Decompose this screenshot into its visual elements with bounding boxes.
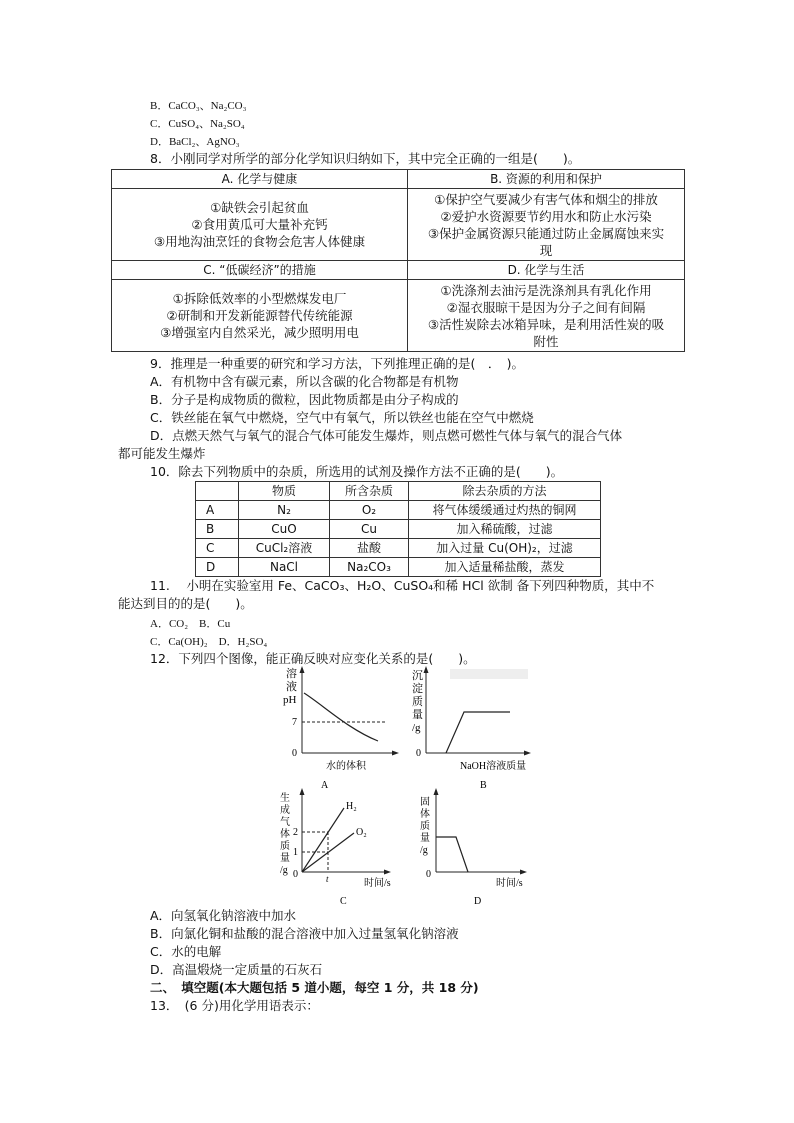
svg-text:/g: /g bbox=[420, 845, 428, 856]
q10-header-impurity: 所含杂质 bbox=[330, 482, 409, 501]
q11-stem-line2: 能达到目的的是( )。 bbox=[118, 596, 253, 611]
svg-text:质: 质 bbox=[280, 841, 290, 852]
q9-option-a: A．有机物中含有碳元素，所以含碳的化合物都是有机物 bbox=[150, 374, 459, 389]
svg-text:t: t bbox=[326, 874, 329, 884]
q7-option-b: B．CaCO₃、Na₂CO₃ bbox=[150, 100, 247, 112]
svg-text:固: 固 bbox=[420, 797, 430, 808]
h2-line bbox=[302, 808, 344, 872]
q8-cell-d: ①洗涤剂去油污是洗涤剂具有乳化作用 ②湿衣服晾干是因为分子之间有间隔 ③活性炭除去冰箱异味，是利用活性炭的吸 附性 bbox=[408, 280, 685, 352]
precipitate-line bbox=[446, 712, 510, 753]
svg-text:液: 液 bbox=[286, 681, 297, 693]
q9-stem: 9．推理是一种重要的研究和学习方法，下列推理正确的是( ． )。 bbox=[150, 356, 524, 371]
q8-header-d: D. 化学与生活 bbox=[408, 261, 685, 280]
q8-cell-c: ①拆除低效率的小型燃煤发电厂 ②研制和开发新能源替代传统能源 ③增强室内自然采光，减少照明用电 bbox=[112, 280, 408, 352]
svg-text:时间/s: 时间/s bbox=[496, 878, 523, 889]
svg-text:体: 体 bbox=[420, 809, 430, 820]
table-row: D NaCl Na₂CO₃ 加入适量稀盐酸，蒸发 bbox=[196, 558, 601, 577]
svg-text:7: 7 bbox=[292, 717, 297, 728]
q8-header-a: A. 化学与健康 bbox=[112, 170, 408, 189]
svg-text:0: 0 bbox=[426, 869, 431, 880]
table-row: B CuO Cu 加入稀硫酸，过滤 bbox=[196, 520, 601, 539]
q12-stem: 12．下列四个图像，能正确反映对应变化关系的是( )。 bbox=[150, 651, 476, 666]
svg-text:质: 质 bbox=[420, 821, 430, 832]
q9-option-b: B．分子是构成物质的微粒，因此物质都是由分子构成的 bbox=[150, 392, 459, 407]
svg-text:量: 量 bbox=[420, 833, 430, 844]
svg-text:B: B bbox=[480, 780, 487, 791]
q10-header-blank bbox=[196, 482, 239, 501]
graph-b bbox=[412, 666, 531, 791]
q8-stem: 8．小刚同学对所学的部分化学知识归纳如下，其中完全正确的一组是( )。 bbox=[150, 151, 581, 166]
ph-curve bbox=[304, 693, 378, 741]
svg-text:气: 气 bbox=[280, 817, 290, 828]
q7-option-c: C．CuSO₄、Na₂SO₄ bbox=[150, 118, 245, 130]
svg-text:1: 1 bbox=[293, 847, 298, 858]
q12-option-a: A．向氢氧化钠溶液中加水 bbox=[150, 908, 297, 923]
svg-text:0: 0 bbox=[292, 748, 297, 759]
svg-text:H₂: H₂ bbox=[346, 801, 357, 812]
svg-text:成: 成 bbox=[280, 805, 290, 816]
q10-table bbox=[195, 481, 601, 577]
blurred-note bbox=[450, 669, 528, 679]
q10-header-method: 除去杂质的方法 bbox=[409, 482, 601, 501]
svg-text:溶: 溶 bbox=[286, 668, 297, 680]
svg-text:体: 体 bbox=[280, 829, 290, 840]
section-2-heading: 二、 填空题(本大题包括 5 道小题，每空 1 分，共 18 分) bbox=[150, 980, 479, 995]
svg-text:/g: /g bbox=[280, 865, 288, 876]
svg-text:D: D bbox=[474, 896, 482, 907]
q8-header-b: B. 资源的利用和保护 bbox=[408, 170, 685, 189]
svg-text:C: C bbox=[340, 896, 347, 907]
svg-text:0: 0 bbox=[416, 748, 421, 759]
svg-text:NaOH溶液质量: NaOH溶液质量 bbox=[460, 761, 527, 772]
q8-header-c: C. “低碳经济”的措施 bbox=[112, 261, 408, 280]
graph-a bbox=[283, 666, 399, 791]
svg-text:量: 量 bbox=[412, 709, 423, 721]
q9-option-d: D．点燃天然气与氧气的混合气体可能发生爆炸，则点燃可燃性气体与氧气的混合气体 bbox=[150, 428, 623, 443]
q12-option-d: D．高温煅烧一定质量的石灰石 bbox=[150, 962, 323, 977]
graph-d bbox=[420, 788, 527, 907]
q10-stem: 10．除去下列物质中的杂质，所选用的试剂及操作方法不正确的是( )。 bbox=[150, 464, 564, 479]
q13-stem: 13． (6 分)用化学用语表示： bbox=[150, 998, 319, 1013]
svg-text:生: 生 bbox=[280, 793, 290, 804]
q12-option-c: C．水的电解 bbox=[150, 944, 222, 959]
q8-cell-a: ①缺铁会引起贫血 ②食用黄瓜可大量补充钙 ③用地沟油烹饪的食物会危害人体健康 bbox=[112, 189, 408, 261]
q8-table bbox=[111, 169, 685, 352]
q11-stem-line1: 11. 小明在实验室用 Fe、CaCO₃、H₂O、CuSO₄和稀 HCl 欲制 备下列四种物质，其中不 bbox=[150, 578, 655, 593]
svg-text:水的体积: 水的体积 bbox=[326, 761, 366, 772]
q12-graphs bbox=[278, 665, 548, 909]
table-row: A N₂ O₂ 将气体缓缓通过灼热的铜网 bbox=[196, 501, 601, 520]
q7-option-d: D．BaCl₂、AgNO₃ bbox=[150, 136, 240, 148]
svg-text:O₂: O₂ bbox=[356, 827, 367, 838]
svg-text:A: A bbox=[321, 780, 329, 791]
svg-text:沉: 沉 bbox=[412, 670, 423, 682]
q9-option-d-cont: 都可能发生爆炸 bbox=[118, 446, 206, 461]
graph-c bbox=[280, 788, 391, 907]
q8-cell-b: ①保护空气要减少有害气体和烟尘的排放 ②爱护水资源要节约用水和防止水污染 ③保护金属资源只能通过防止金属腐蚀来实 现 bbox=[408, 189, 685, 261]
svg-text:时间/s: 时间/s bbox=[364, 878, 391, 889]
table-row: C CuCl₂溶液 盐酸 加入过量 Cu(OH)₂，过滤 bbox=[196, 539, 601, 558]
q11-options-cd: C．Ca(OH)₂ D．H₂SO₄ bbox=[150, 636, 268, 648]
q11-options-ab: A．CO₂ B．Cu bbox=[150, 618, 231, 630]
svg-text:淀: 淀 bbox=[412, 683, 423, 695]
svg-text:0: 0 bbox=[293, 869, 298, 880]
q12-option-b: B．向氯化铜和盐酸的混合溶液中加入过量氢氧化钠溶液 bbox=[150, 926, 459, 941]
solid-mass-line bbox=[436, 837, 468, 872]
svg-text:量: 量 bbox=[280, 853, 290, 864]
svg-text:/g: /g bbox=[412, 722, 421, 734]
q9-option-c: C．铁丝能在氧气中燃烧，空气中有氧气，所以铁丝也能在空气中燃烧 bbox=[150, 410, 534, 425]
svg-text:pH: pH bbox=[283, 694, 297, 706]
q10-header-substance: 物质 bbox=[239, 482, 330, 501]
svg-text:质: 质 bbox=[412, 696, 423, 708]
svg-text:2: 2 bbox=[293, 827, 298, 838]
